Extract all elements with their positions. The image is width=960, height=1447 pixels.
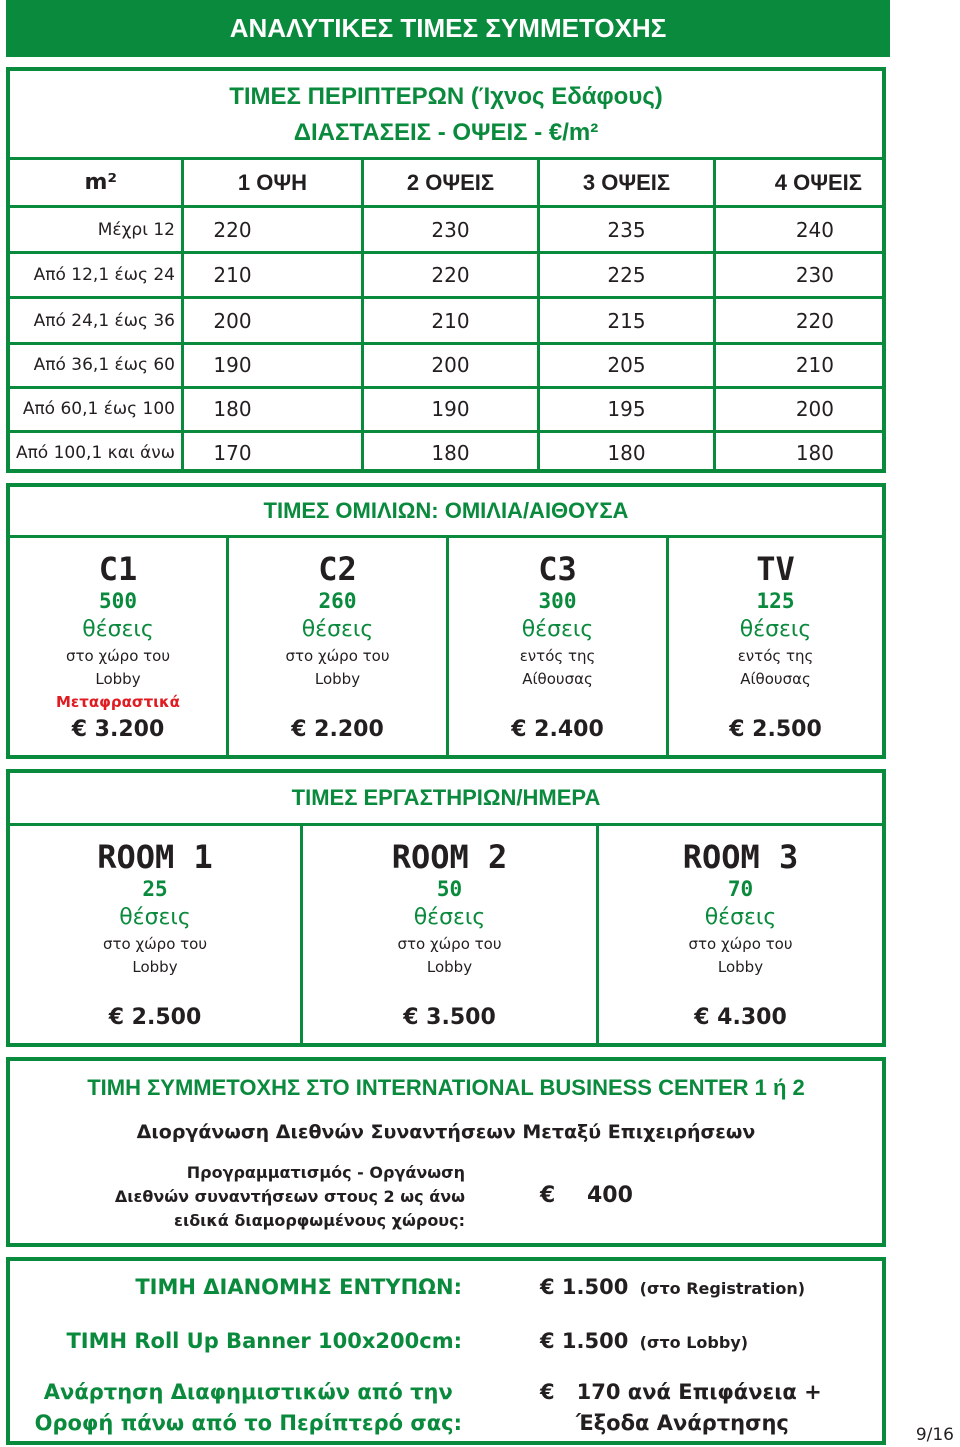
hall-seats-label: θέσεις	[301, 617, 374, 642]
hall-price: € 2.500	[729, 717, 822, 742]
booth-price-cell: 220	[213, 218, 252, 242]
hall-card	[669, 551, 882, 759]
ceiling-ad-label	[35, 1377, 462, 1439]
hall-card	[229, 551, 446, 759]
extras-section	[6, 1257, 886, 1445]
booth-size-label: Από 12,1 έως 24	[33, 265, 175, 285]
workshop-location: Lobby	[132, 958, 178, 976]
workshop-name: ROOM 3	[682, 838, 799, 876]
hall-name: TV	[756, 550, 795, 588]
hall-card	[10, 551, 226, 759]
euro-sign: €	[540, 1183, 556, 1208]
workshop-seats: 50	[436, 877, 463, 901]
workshop-location: στο χώρο του	[102, 935, 208, 953]
workshop-price: € 4.300	[694, 1005, 787, 1030]
booth-title: ΤΙΜΕΣ ΠΕΡΙΠΤΕΡΩΝ (Ίχνος Εδάφους)	[229, 83, 663, 110]
hall-translation-note: Μεταφραστικά	[56, 693, 180, 711]
extra-price	[540, 1329, 748, 1353]
ceiling-ad-price-line: Έξοδα Ανάρτησης	[576, 1411, 789, 1435]
col-header-4: 4 ΟΨΕΙΣ	[774, 169, 862, 195]
booth-size-label: Από 60,1 έως 100	[22, 399, 175, 419]
hall-location: στο χώρο του	[285, 647, 390, 665]
hall-location: Αίθουσας	[740, 670, 811, 688]
hall-location: Αίθουσας	[522, 670, 593, 688]
extra-price-note: (στο Lobby)	[639, 1333, 749, 1352]
workshop-location: στο χώρο του	[397, 935, 502, 953]
hall-location: στο χώρο του	[65, 647, 171, 665]
booth-price-cell: 230	[795, 263, 834, 287]
extra-label: TIMH Roll Up Banner 100x200cm:	[66, 1329, 462, 1353]
hall-price: € 3.200	[71, 717, 165, 742]
hall-price: € 2.400	[511, 717, 604, 742]
booth-price-cell: 195	[607, 397, 646, 421]
booth-price-cell: 235	[607, 218, 646, 242]
booth-size-label: Από 100,1 και άνω	[15, 443, 175, 463]
hall-seats-label: θέσεις	[521, 617, 594, 642]
booth-prices-section	[6, 67, 886, 473]
hall-location: Lobby	[314, 670, 361, 688]
booth-price-cell: 230	[431, 218, 470, 242]
ibc-subtitle: Διοργάνωση Διεθνών Συναντήσεων Μεταξύ Επιχειρήσεων	[136, 1121, 756, 1143]
booth-size-label: Από 36,1 έως 60	[33, 355, 175, 375]
booth-price-cell: 200	[431, 353, 470, 377]
workshop-seats: 70	[727, 877, 754, 901]
page-title: ΑΝΑΛΥΤΙΚΕΣ ΤΙΜΕΣ ΣΥΜΜΕΤΟΧΗΣ	[229, 13, 667, 43]
ceiling-ad-label-line: Ανάρτηση Διαφημιστικών από την	[43, 1380, 453, 1404]
ibc-desc-line: ειδικά διαμορφωμένους χώρους:	[174, 1211, 465, 1230]
workshop-seats-label: θέσεις	[413, 905, 486, 930]
ibc-desc-line: Προγραμματισμός - Οργάνωση	[186, 1163, 465, 1182]
extra-label: ΤΙΜΗ ΔΙΑΝΟΜΗΣ ΕΝΤΥΠΩΝ:	[135, 1275, 462, 1299]
divider	[10, 823, 882, 826]
booth-price-cell: 210	[795, 353, 834, 377]
hall-seats: 125	[756, 589, 795, 613]
workshop-seats-label: θέσεις	[119, 905, 191, 930]
ceiling-ad-price	[540, 1377, 822, 1439]
booth-price-cell: 170	[213, 441, 252, 465]
workshop-price: € 3.500	[403, 1005, 496, 1030]
extra-price-value: € 1.500	[540, 1329, 629, 1353]
hall-name: C3	[538, 550, 577, 588]
hall-location: Lobby	[95, 670, 141, 688]
col-header-2: 2 ΟΨΕΙΣ	[406, 169, 495, 195]
workshop-name: ROOM 2	[391, 838, 508, 876]
ceiling-ad-price-line: 170 ανά Επιφάνεια +	[576, 1380, 822, 1404]
booth-price-cell: 190	[213, 353, 252, 377]
workshop-card	[303, 839, 596, 1045]
hall-seats-label: θέσεις	[82, 617, 154, 642]
col-header-3: 3 ΟΨΕΙΣ	[582, 169, 671, 195]
workshop-seats-label: θέσεις	[704, 905, 777, 930]
page-number: 9/16	[915, 1425, 954, 1445]
workshop-price: € 2.500	[108, 1005, 202, 1030]
booth-price-cell: 210	[431, 309, 470, 333]
hall-prices-section	[6, 483, 886, 759]
booth-price-cell: 220	[795, 309, 834, 333]
ceiling-ad-label-line: Οροφή πάνω από το Περίπτερό σας:	[34, 1411, 462, 1435]
ibc-price-value: 400	[586, 1183, 633, 1208]
extra-price-value: € 1.500	[540, 1275, 629, 1299]
booth-price-cell: 220	[431, 263, 470, 287]
euro-sign: €	[540, 1380, 555, 1404]
hall-seats: 300	[538, 589, 577, 613]
ibc-desc-line: Διεθνών συναντήσεων στους 2 ως άνω	[114, 1187, 465, 1206]
extra-price	[540, 1275, 805, 1299]
booth-price-cell: 240	[795, 218, 834, 242]
ibc-price	[540, 1183, 633, 1208]
workshop-location: Lobby	[426, 958, 473, 976]
hall-name: C2	[318, 550, 357, 588]
workshop-location: Lobby	[717, 958, 764, 976]
booth-price-cell: 215	[607, 309, 646, 333]
col-header-1: 1 ΟΨΗ	[237, 169, 308, 195]
booth-price-cell: 180	[607, 441, 646, 465]
hall-seats: 260	[318, 589, 357, 613]
page-header	[6, 0, 890, 57]
extra-price-note: (στο Registration)	[639, 1279, 806, 1298]
booth-price-cell: 200	[795, 397, 834, 421]
hall-location: εντός της	[519, 647, 596, 665]
workshops-title: ΤΙΜΕΣ ΕΡΓΑΣΤΗΡΙΩΝ/ΗΜΕΡΑ	[291, 785, 601, 810]
hall-seats-label: θέσεις	[739, 617, 812, 642]
hall-name: C1	[98, 550, 138, 588]
ibc-title: ΤΙΜΗ ΣΥΜΜΕΤΟΧΗΣ ΣΤΟ INTERNATIONAL BUSINESS CENTER 1 ή 2	[87, 1075, 805, 1100]
ibc-section	[6, 1057, 886, 1247]
booth-price-cell: 180	[795, 441, 834, 465]
hall-seats: 500	[99, 589, 137, 613]
workshop-prices-section	[6, 769, 886, 1047]
booth-price-cell: 200	[213, 309, 252, 333]
workshop-card	[599, 839, 882, 1045]
halls-title: ΤΙΜΕΣ ΟΜΙΛΙΩΝ: ΟΜΙΛΙΑ/ΑΙΘΟΥΣΑ	[263, 498, 629, 523]
hall-price: € 2.200	[291, 717, 384, 742]
booth-subtitle: ΔΙΑΣΤΑΣΕΙΣ - ΟΨΕΙΣ - €/m²	[293, 119, 599, 146]
workshop-seats: 25	[142, 877, 168, 901]
col-header-m2: m²	[84, 170, 117, 195]
workshop-card	[10, 839, 300, 1045]
booth-size-label: Από 24,1 έως 36	[33, 311, 175, 331]
ibc-description	[90, 1161, 465, 1233]
workshop-location: στο χώρο του	[688, 935, 793, 953]
booth-price-cell: 205	[607, 353, 646, 377]
booth-price-cell: 190	[431, 397, 470, 421]
booth-size-label: Μέχρι 12	[97, 220, 175, 240]
workshop-name: ROOM 1	[97, 838, 213, 876]
booth-price-cell: 225	[607, 263, 646, 287]
booth-price-cell: 180	[213, 397, 252, 421]
hall-card	[449, 551, 666, 759]
booth-price-cell: 210	[213, 263, 252, 287]
hall-location: εντός της	[737, 647, 814, 665]
booth-price-cell: 180	[431, 441, 470, 465]
